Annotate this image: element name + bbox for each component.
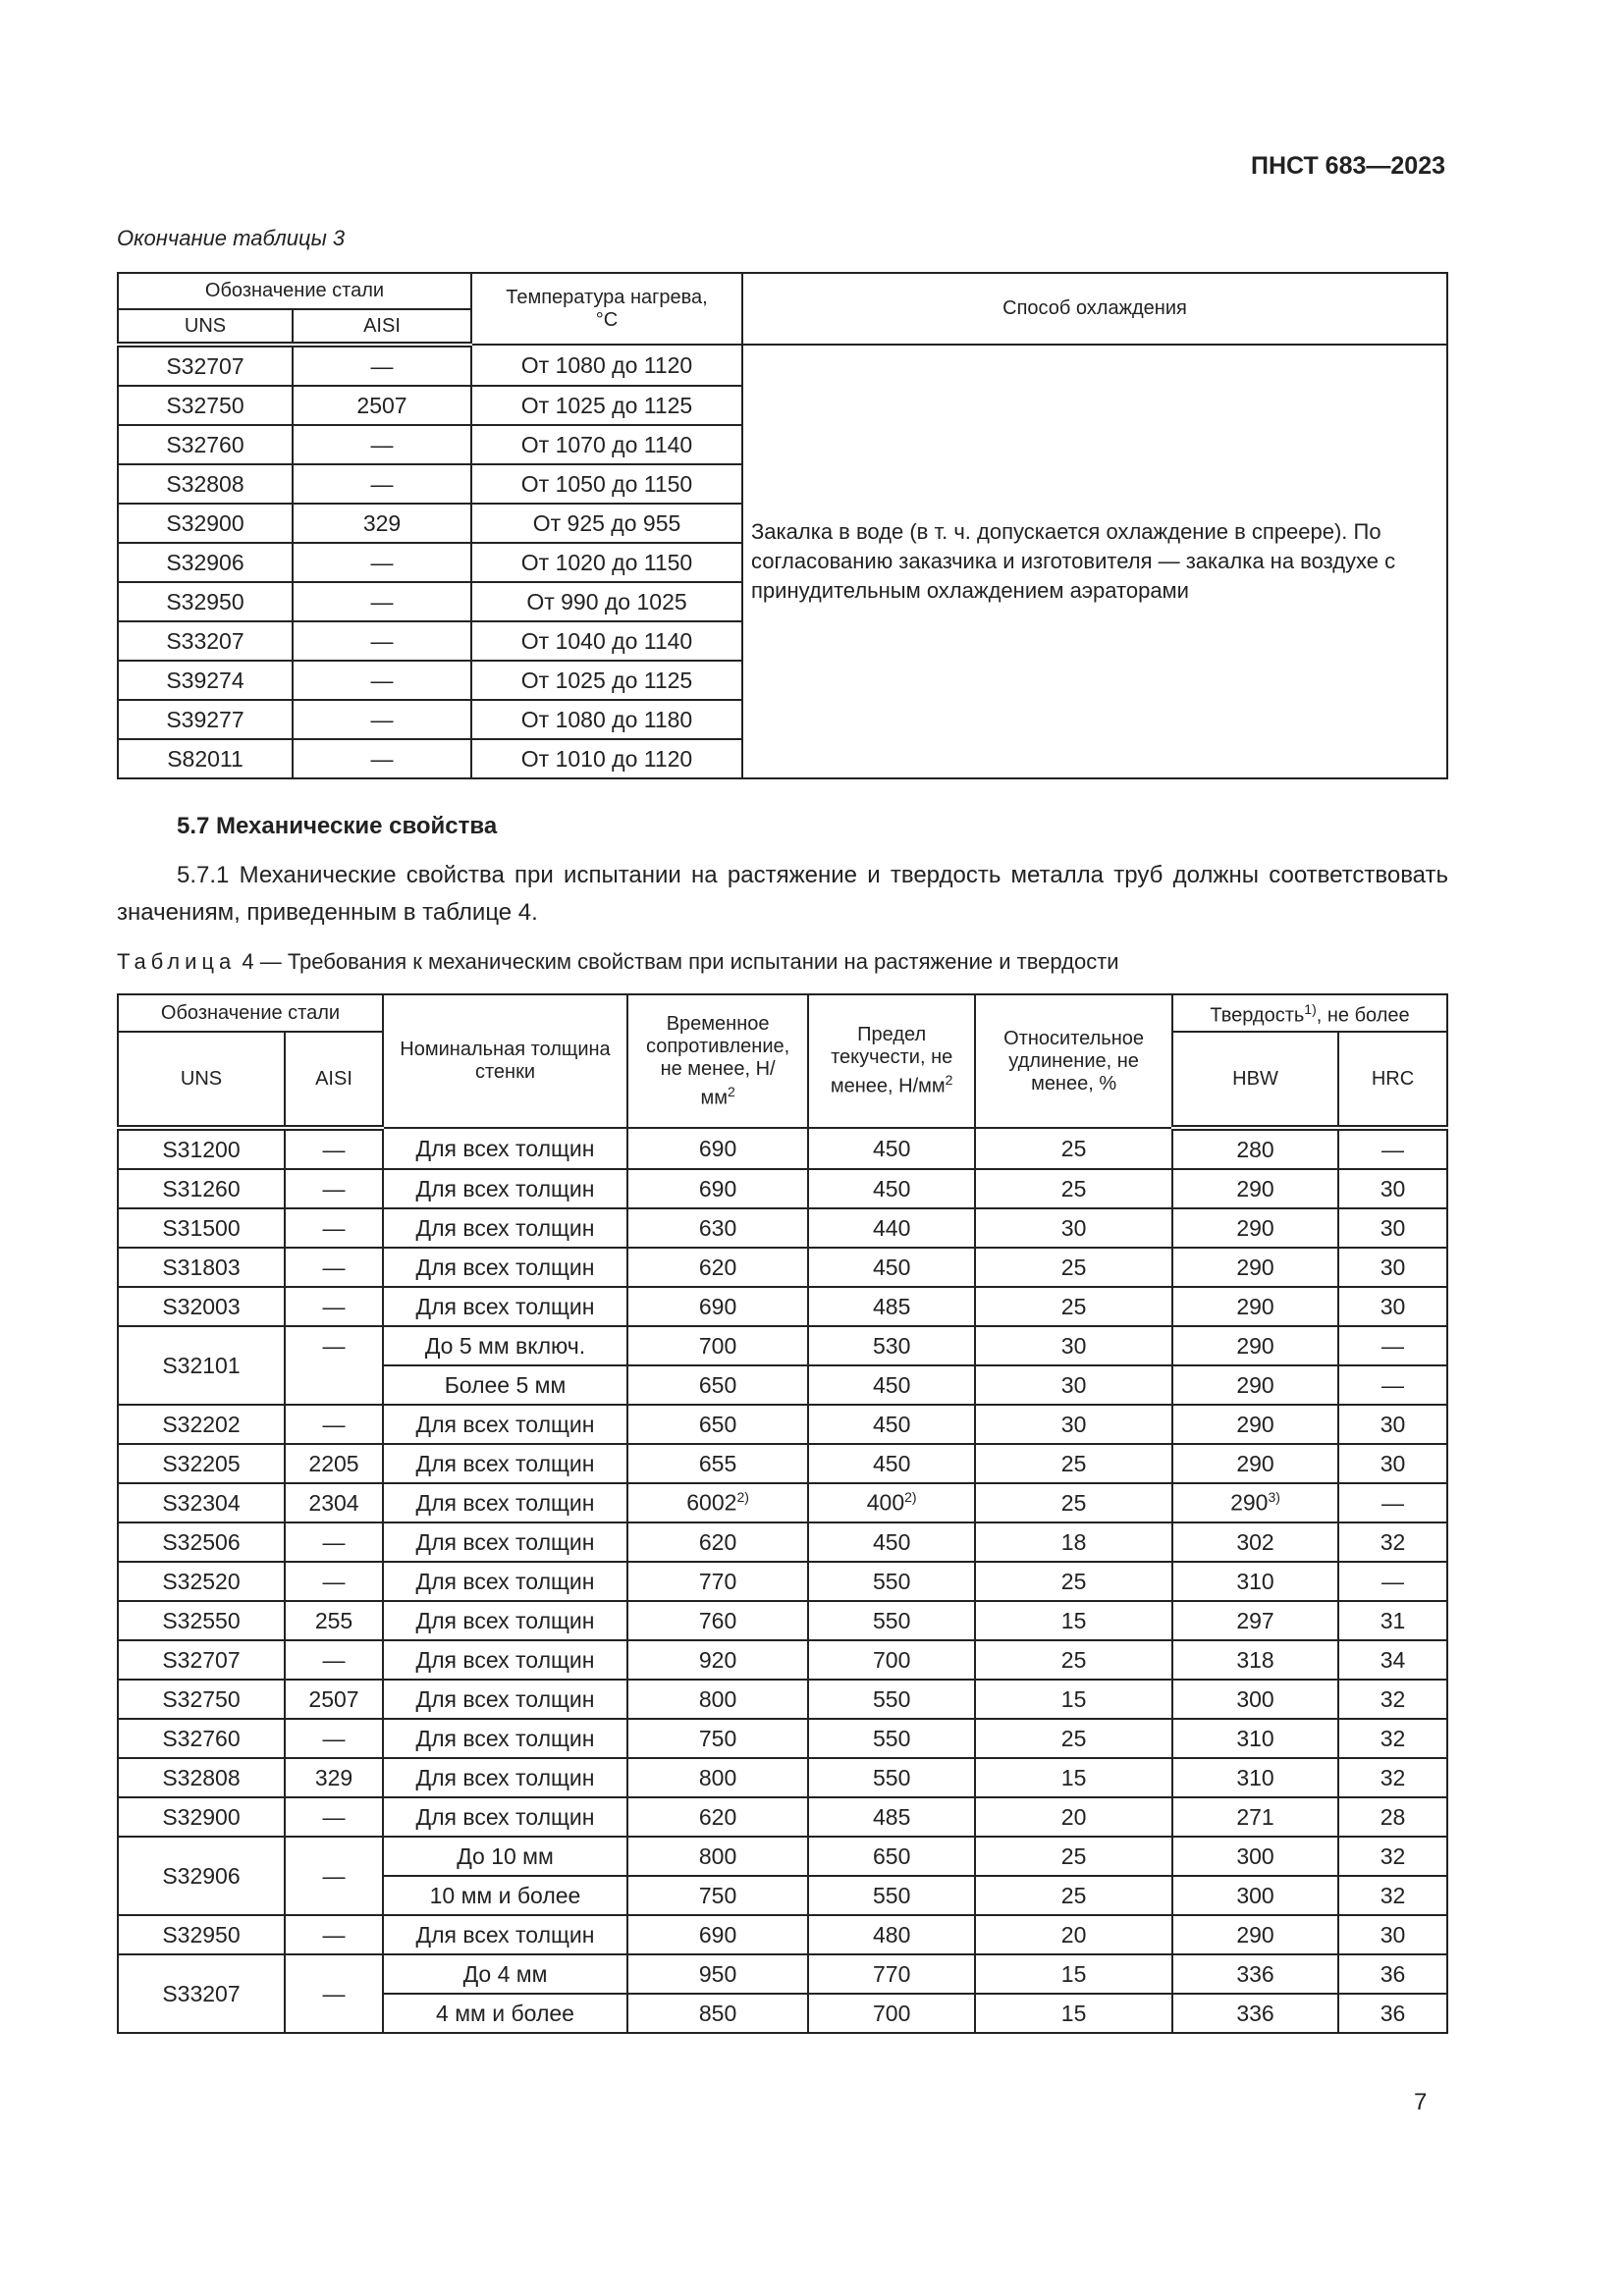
cell-aisi: 255 [285, 1601, 383, 1640]
table-row [118, 1444, 1447, 1483]
cell-thk: Для всех толщин [383, 1601, 627, 1640]
table-row [118, 1287, 1447, 1326]
cell-ys: 485 [808, 1797, 975, 1837]
cell-thk: Для всех толщин [383, 1483, 627, 1522]
cell-thk: Для всех толщин [383, 1405, 627, 1444]
table-row [118, 1169, 1447, 1208]
cell-aisi: — [285, 1640, 383, 1680]
cell-ts: 770 [627, 1562, 808, 1601]
cell-aisi: — [293, 345, 471, 386]
cell-temp: От 925 до 955 [471, 504, 742, 543]
table-row [118, 1248, 1447, 1287]
cell-aisi: — [285, 1915, 383, 1954]
cell-uns: S32760 [118, 425, 293, 464]
col-header-uns: UNS [118, 1032, 285, 1128]
cell-hbw: 310 [1172, 1758, 1338, 1797]
cell-uns: S32707 [118, 1640, 285, 1680]
table-row [118, 1797, 1447, 1837]
cell-aisi: — [293, 700, 471, 739]
table-row [118, 1837, 1447, 1876]
cell-ys: 650 [808, 1837, 975, 1876]
cell-ts: 690 [627, 1169, 808, 1208]
cell-ts: 655 [627, 1444, 808, 1483]
cell-thk: Для всех толщин [383, 1680, 627, 1719]
cell-uns: S32003 [118, 1287, 285, 1326]
cell-aisi: 329 [285, 1758, 383, 1797]
cell-ts: 6002$^{2)}$ [627, 1483, 808, 1522]
cell-aisi: — [285, 1954, 383, 2033]
cell-aisi: — [285, 1837, 383, 1915]
table-row [118, 1758, 1447, 1797]
cell-aisi: — [285, 1208, 383, 1248]
table-row [118, 1128, 1447, 1169]
cell-ys: 450 [808, 1248, 975, 1287]
cell-ts: 620 [627, 1522, 808, 1562]
cell-el: 25 [975, 1128, 1172, 1169]
cell-ts: 690 [627, 1128, 808, 1169]
cell-thk: До 10 мм [383, 1837, 627, 1876]
cell-temp: От 1070 до 1140 [471, 425, 742, 464]
cell-aisi: 2205 [285, 1444, 383, 1483]
cell-uns: S39274 [118, 661, 293, 700]
cell-ys: 450 [808, 1444, 975, 1483]
col-header-temperature: Температура нагрева, °C [471, 273, 742, 345]
cell-hrc: 30 [1338, 1248, 1447, 1287]
cell-aisi: — [285, 1405, 383, 1444]
cell-el: 25 [975, 1719, 1172, 1758]
cell-ys: 550 [808, 1601, 975, 1640]
col-header-aisi: AISI [285, 1032, 383, 1128]
cell-uns: S32750 [118, 1680, 285, 1719]
cell-hrc: 32 [1338, 1837, 1447, 1876]
cell-ts: 690 [627, 1915, 808, 1954]
cell-thk: Для всех толщин [383, 1169, 627, 1208]
cell-uns: S32750 [118, 386, 293, 425]
cell-hbw: 290 [1172, 1365, 1338, 1405]
table-row [118, 1483, 1447, 1522]
cell-hrc: 30 [1338, 1405, 1447, 1444]
cell-hrc: 30 [1338, 1208, 1447, 1248]
cell-el: 15 [975, 1954, 1172, 1994]
cell-aisi: — [285, 1169, 383, 1208]
cell-hbw: 290 [1172, 1915, 1338, 1954]
cell-hbw: 271 [1172, 1797, 1338, 1837]
cell-hrc: 36 [1338, 1954, 1447, 1994]
cell-temp: От 1025 до 1125 [471, 386, 742, 425]
cell-el: 25 [975, 1562, 1172, 1601]
cell-hrc: 28 [1338, 1797, 1447, 1837]
cell-uns: S39277 [118, 700, 293, 739]
cell-thk: Для всех толщин [383, 1758, 627, 1797]
cell-el: 30 [975, 1326, 1172, 1365]
cell-hbw: 300 [1172, 1876, 1338, 1915]
cell-ys: 530 [808, 1326, 975, 1365]
cell-el: 20 [975, 1915, 1172, 1954]
cell-thk: До 5 мм включ. [383, 1326, 627, 1365]
cell-thk: Для всех толщин [383, 1444, 627, 1483]
cell-hbw: 318 [1172, 1640, 1338, 1680]
cell-temp: От 1080 до 1120 [471, 345, 742, 386]
cell-hbw: 290 [1172, 1405, 1338, 1444]
cell-ys: 550 [808, 1876, 975, 1915]
cell-cooling-method: Закалка в воде (в т. ч. допускается охлаждение в спреере). По согласованию заказчика и изготовителя — закалка на воздухе с принудительным охлаждением аэраторами [742, 345, 1447, 778]
table-row [118, 1719, 1447, 1758]
cell-uns: S32506 [118, 1522, 285, 1562]
cell-aisi: — [285, 1128, 383, 1169]
cell-hbw: 300 [1172, 1680, 1338, 1719]
cell-aisi: — [285, 1287, 383, 1326]
col-header-steel-designation: Обозначение стали [118, 273, 471, 309]
cell-aisi: — [293, 739, 471, 778]
cell-uns: S32906 [118, 543, 293, 582]
cell-thk: Более 5 мм [383, 1365, 627, 1405]
cell-ts: 750 [627, 1719, 808, 1758]
cell-ts: 750 [627, 1876, 808, 1915]
cell-temp: От 1080 до 1180 [471, 700, 742, 739]
cell-ts: 620 [627, 1248, 808, 1287]
cell-el: 25 [975, 1483, 1172, 1522]
cell-hrc: 30 [1338, 1287, 1447, 1326]
cell-hbw: 290 [1172, 1248, 1338, 1287]
cell-aisi: — [285, 1326, 383, 1405]
cell-temp: От 990 до 1025 [471, 582, 742, 621]
document-id: ПНСТ 683—2023 [1251, 152, 1445, 180]
cell-thk: Для всех толщин [383, 1562, 627, 1601]
cell-ts: 760 [627, 1601, 808, 1640]
cell-ts: 850 [627, 1994, 808, 2033]
cell-ts: 800 [627, 1758, 808, 1797]
cell-ys: 550 [808, 1562, 975, 1601]
cell-hbw: 336 [1172, 1954, 1338, 1994]
cell-el: 18 [975, 1522, 1172, 1562]
cell-thk: Для всех толщин [383, 1128, 627, 1169]
cell-hbw: 290$^{3)}$ [1172, 1483, 1338, 1522]
cell-temp: От 1025 до 1125 [471, 661, 742, 700]
cell-uns: S32707 [118, 345, 293, 386]
cell-hrc: 32 [1338, 1876, 1447, 1915]
col-header-yield: Предел текучести, не менее, $Н/мм^2$ [808, 994, 975, 1128]
cell-hrc: 30 [1338, 1444, 1447, 1483]
cell-el: 25 [975, 1444, 1172, 1483]
col-header-aisi: AISI [293, 309, 471, 345]
cell-ts: 920 [627, 1640, 808, 1680]
cell-uns: S31200 [118, 1128, 285, 1169]
cell-aisi: 329 [293, 504, 471, 543]
cell-uns: S31260 [118, 1169, 285, 1208]
cell-thk: Для всех толщин [383, 1208, 627, 1248]
cell-ts: 950 [627, 1954, 808, 1994]
cell-uns: S31803 [118, 1248, 285, 1287]
cell-hrc: — [1338, 1128, 1447, 1169]
table-row [118, 1208, 1447, 1248]
cell-thk: 4 мм и более [383, 1994, 627, 2033]
cell-ys: 700 [808, 1994, 975, 2033]
cell-hbw: 336 [1172, 1994, 1338, 2033]
cell-ts: 630 [627, 1208, 808, 1248]
cell-uns: S32550 [118, 1601, 285, 1640]
cell-uns: S32101 [118, 1326, 285, 1405]
col-header-hardness: Твердость$^{1)}$, не более [1172, 994, 1447, 1032]
cell-ys: 700 [808, 1640, 975, 1680]
cell-hrc: 32 [1338, 1758, 1447, 1797]
cell-el: 25 [975, 1876, 1172, 1915]
cell-temp: От 1040 до 1140 [471, 621, 742, 661]
cell-aisi: 2507 [293, 386, 471, 425]
cell-ys: 480 [808, 1915, 975, 1954]
cell-uns: S32304 [118, 1483, 285, 1522]
cell-hrc: 32 [1338, 1680, 1447, 1719]
cell-thk: Для всех толщин [383, 1522, 627, 1562]
cell-el: 15 [975, 1758, 1172, 1797]
table-row [118, 1405, 1447, 1444]
cell-ys: 400$^{2)}$ [808, 1483, 975, 1522]
cell-thk: 10 мм и более [383, 1876, 627, 1915]
cell-hbw: 290 [1172, 1287, 1338, 1326]
cell-hrc: — [1338, 1483, 1447, 1522]
cell-uns: S32900 [118, 1797, 285, 1837]
cell-ys: 450 [808, 1522, 975, 1562]
col-header-elongation: Относительное удлинение, не менее, % [975, 994, 1172, 1128]
cell-hbw: 300 [1172, 1837, 1338, 1876]
cell-hbw: 290 [1172, 1444, 1338, 1483]
cell-uns: S32202 [118, 1405, 285, 1444]
cell-aisi: 2507 [285, 1680, 383, 1719]
cell-ys: 440 [808, 1208, 975, 1248]
cell-thk: До 4 мм [383, 1954, 627, 1994]
cell-uns: S33207 [118, 621, 293, 661]
cell-aisi: — [285, 1248, 383, 1287]
cell-uns: S32808 [118, 464, 293, 504]
section-heading: 5.7 Механические свойства [177, 813, 498, 839]
cell-el: 30 [975, 1365, 1172, 1405]
cell-thk: Для всех толщин [383, 1287, 627, 1326]
table-3 [117, 272, 1448, 779]
cell-uns: S32950 [118, 582, 293, 621]
cell-aisi: — [293, 621, 471, 661]
table-row [118, 1640, 1447, 1680]
cell-ts: 650 [627, 1405, 808, 1444]
cell-ys: 450 [808, 1405, 975, 1444]
cell-uns: S32520 [118, 1562, 285, 1601]
cell-hrc: 31 [1338, 1601, 1447, 1640]
cell-hrc: — [1338, 1326, 1447, 1365]
cell-thk: Для всех толщин [383, 1719, 627, 1758]
cell-uns: S33207 [118, 1954, 285, 2033]
page-number: 7 [1414, 2089, 1428, 2115]
table-row [118, 345, 1447, 386]
cell-el: 15 [975, 1601, 1172, 1640]
cell-el: 25 [975, 1169, 1172, 1208]
col-header-hbw: HBW [1172, 1032, 1338, 1128]
cell-temp: От 1020 до 1150 [471, 543, 742, 582]
cell-ys: 485 [808, 1287, 975, 1326]
cell-el: 25 [975, 1837, 1172, 1876]
col-header-thickness: Номинальная толщина стенки [383, 994, 627, 1128]
cell-ts: 620 [627, 1797, 808, 1837]
cell-aisi: — [285, 1522, 383, 1562]
table-4 [117, 993, 1448, 2034]
cell-el: 15 [975, 1680, 1172, 1719]
cell-hrc: — [1338, 1365, 1447, 1405]
cell-ts: 690 [627, 1287, 808, 1326]
cell-aisi: 2304 [285, 1483, 383, 1522]
cell-hrc: — [1338, 1562, 1447, 1601]
cell-el: 25 [975, 1640, 1172, 1680]
cell-aisi: — [293, 582, 471, 621]
table-row [118, 1522, 1447, 1562]
cell-ts: 800 [627, 1837, 808, 1876]
cell-temp: От 1050 до 1150 [471, 464, 742, 504]
cell-hbw: 290 [1172, 1326, 1338, 1365]
table-row [118, 1680, 1447, 1719]
table3-continuation-label: Окончание таблицы 3 [117, 226, 346, 250]
cell-hrc: 34 [1338, 1640, 1447, 1680]
cell-hbw: 310 [1172, 1719, 1338, 1758]
cell-ys: 550 [808, 1680, 975, 1719]
table-row [118, 1601, 1447, 1640]
cell-ts: 700 [627, 1326, 808, 1365]
cell-ts: 650 [627, 1365, 808, 1405]
cell-hrc: 36 [1338, 1994, 1447, 2033]
cell-uns: S32950 [118, 1915, 285, 1954]
cell-hrc: 30 [1338, 1169, 1447, 1208]
cell-ys: 550 [808, 1758, 975, 1797]
cell-hbw: 280 [1172, 1128, 1338, 1169]
cell-hbw: 297 [1172, 1601, 1338, 1640]
table-row [118, 1562, 1447, 1601]
cell-ys: 770 [808, 1954, 975, 1994]
cell-hbw: 290 [1172, 1169, 1338, 1208]
cell-aisi: — [285, 1719, 383, 1758]
cell-el: 25 [975, 1287, 1172, 1326]
col-header-uns: UNS [118, 309, 293, 345]
cell-aisi: — [293, 425, 471, 464]
cell-aisi: — [293, 661, 471, 700]
cell-hrc: 32 [1338, 1522, 1447, 1562]
col-header-steel-designation: Обозначение стали [118, 994, 383, 1032]
cell-el: 30 [975, 1208, 1172, 1248]
cell-uns: S32900 [118, 504, 293, 543]
cell-aisi: — [293, 543, 471, 582]
table-row [118, 1954, 1447, 1994]
col-header-tensile: Временное сопротивление, не менее, $Н/мм^2$ [627, 994, 808, 1128]
cell-thk: Для всех толщин [383, 1640, 627, 1680]
col-header-cooling: Способ охлаждения [742, 273, 1447, 345]
cell-aisi: — [293, 464, 471, 504]
cell-el: 25 [975, 1248, 1172, 1287]
cell-ys: 550 [808, 1719, 975, 1758]
cell-uns: S82011 [118, 739, 293, 778]
table-row [118, 1326, 1447, 1365]
cell-hbw: 290 [1172, 1208, 1338, 1248]
cell-uns: S32760 [118, 1719, 285, 1758]
cell-ts: 800 [627, 1680, 808, 1719]
cell-hrc: 30 [1338, 1915, 1447, 1954]
cell-aisi: — [285, 1562, 383, 1601]
cell-ys: 450 [808, 1169, 975, 1208]
cell-uns: S31500 [118, 1208, 285, 1248]
cell-hbw: 310 [1172, 1562, 1338, 1601]
section-paragraph: 5.7.1 Механические свойства при испытании на растяжение и твердость металла труб должны соответствовать значениям, приведенным в таблице 4. [117, 862, 1448, 926]
cell-uns: S32205 [118, 1444, 285, 1483]
cell-thk: Для всех толщин [383, 1248, 627, 1287]
cell-ys: 450 [808, 1128, 975, 1169]
cell-uns: S32906 [118, 1837, 285, 1915]
col-header-hrc: HRC [1338, 1032, 1447, 1128]
cell-el: 15 [975, 1994, 1172, 2033]
cell-temp: От 1010 до 1120 [471, 739, 742, 778]
cell-uns: S32808 [118, 1758, 285, 1797]
cell-thk: Для всех толщин [383, 1915, 627, 1954]
cell-hrc: 32 [1338, 1719, 1447, 1758]
cell-thk: Для всех толщин [383, 1797, 627, 1837]
cell-aisi: — [285, 1797, 383, 1837]
table-row [118, 1915, 1447, 1954]
table4-caption: Таблица 4 — Требования к механическим свойствам при испытании на растяжение и твердости [117, 949, 1119, 974]
cell-hbw: 302 [1172, 1522, 1338, 1562]
cell-el: 20 [975, 1797, 1172, 1837]
cell-ys: 450 [808, 1365, 975, 1405]
cell-el: 30 [975, 1405, 1172, 1444]
